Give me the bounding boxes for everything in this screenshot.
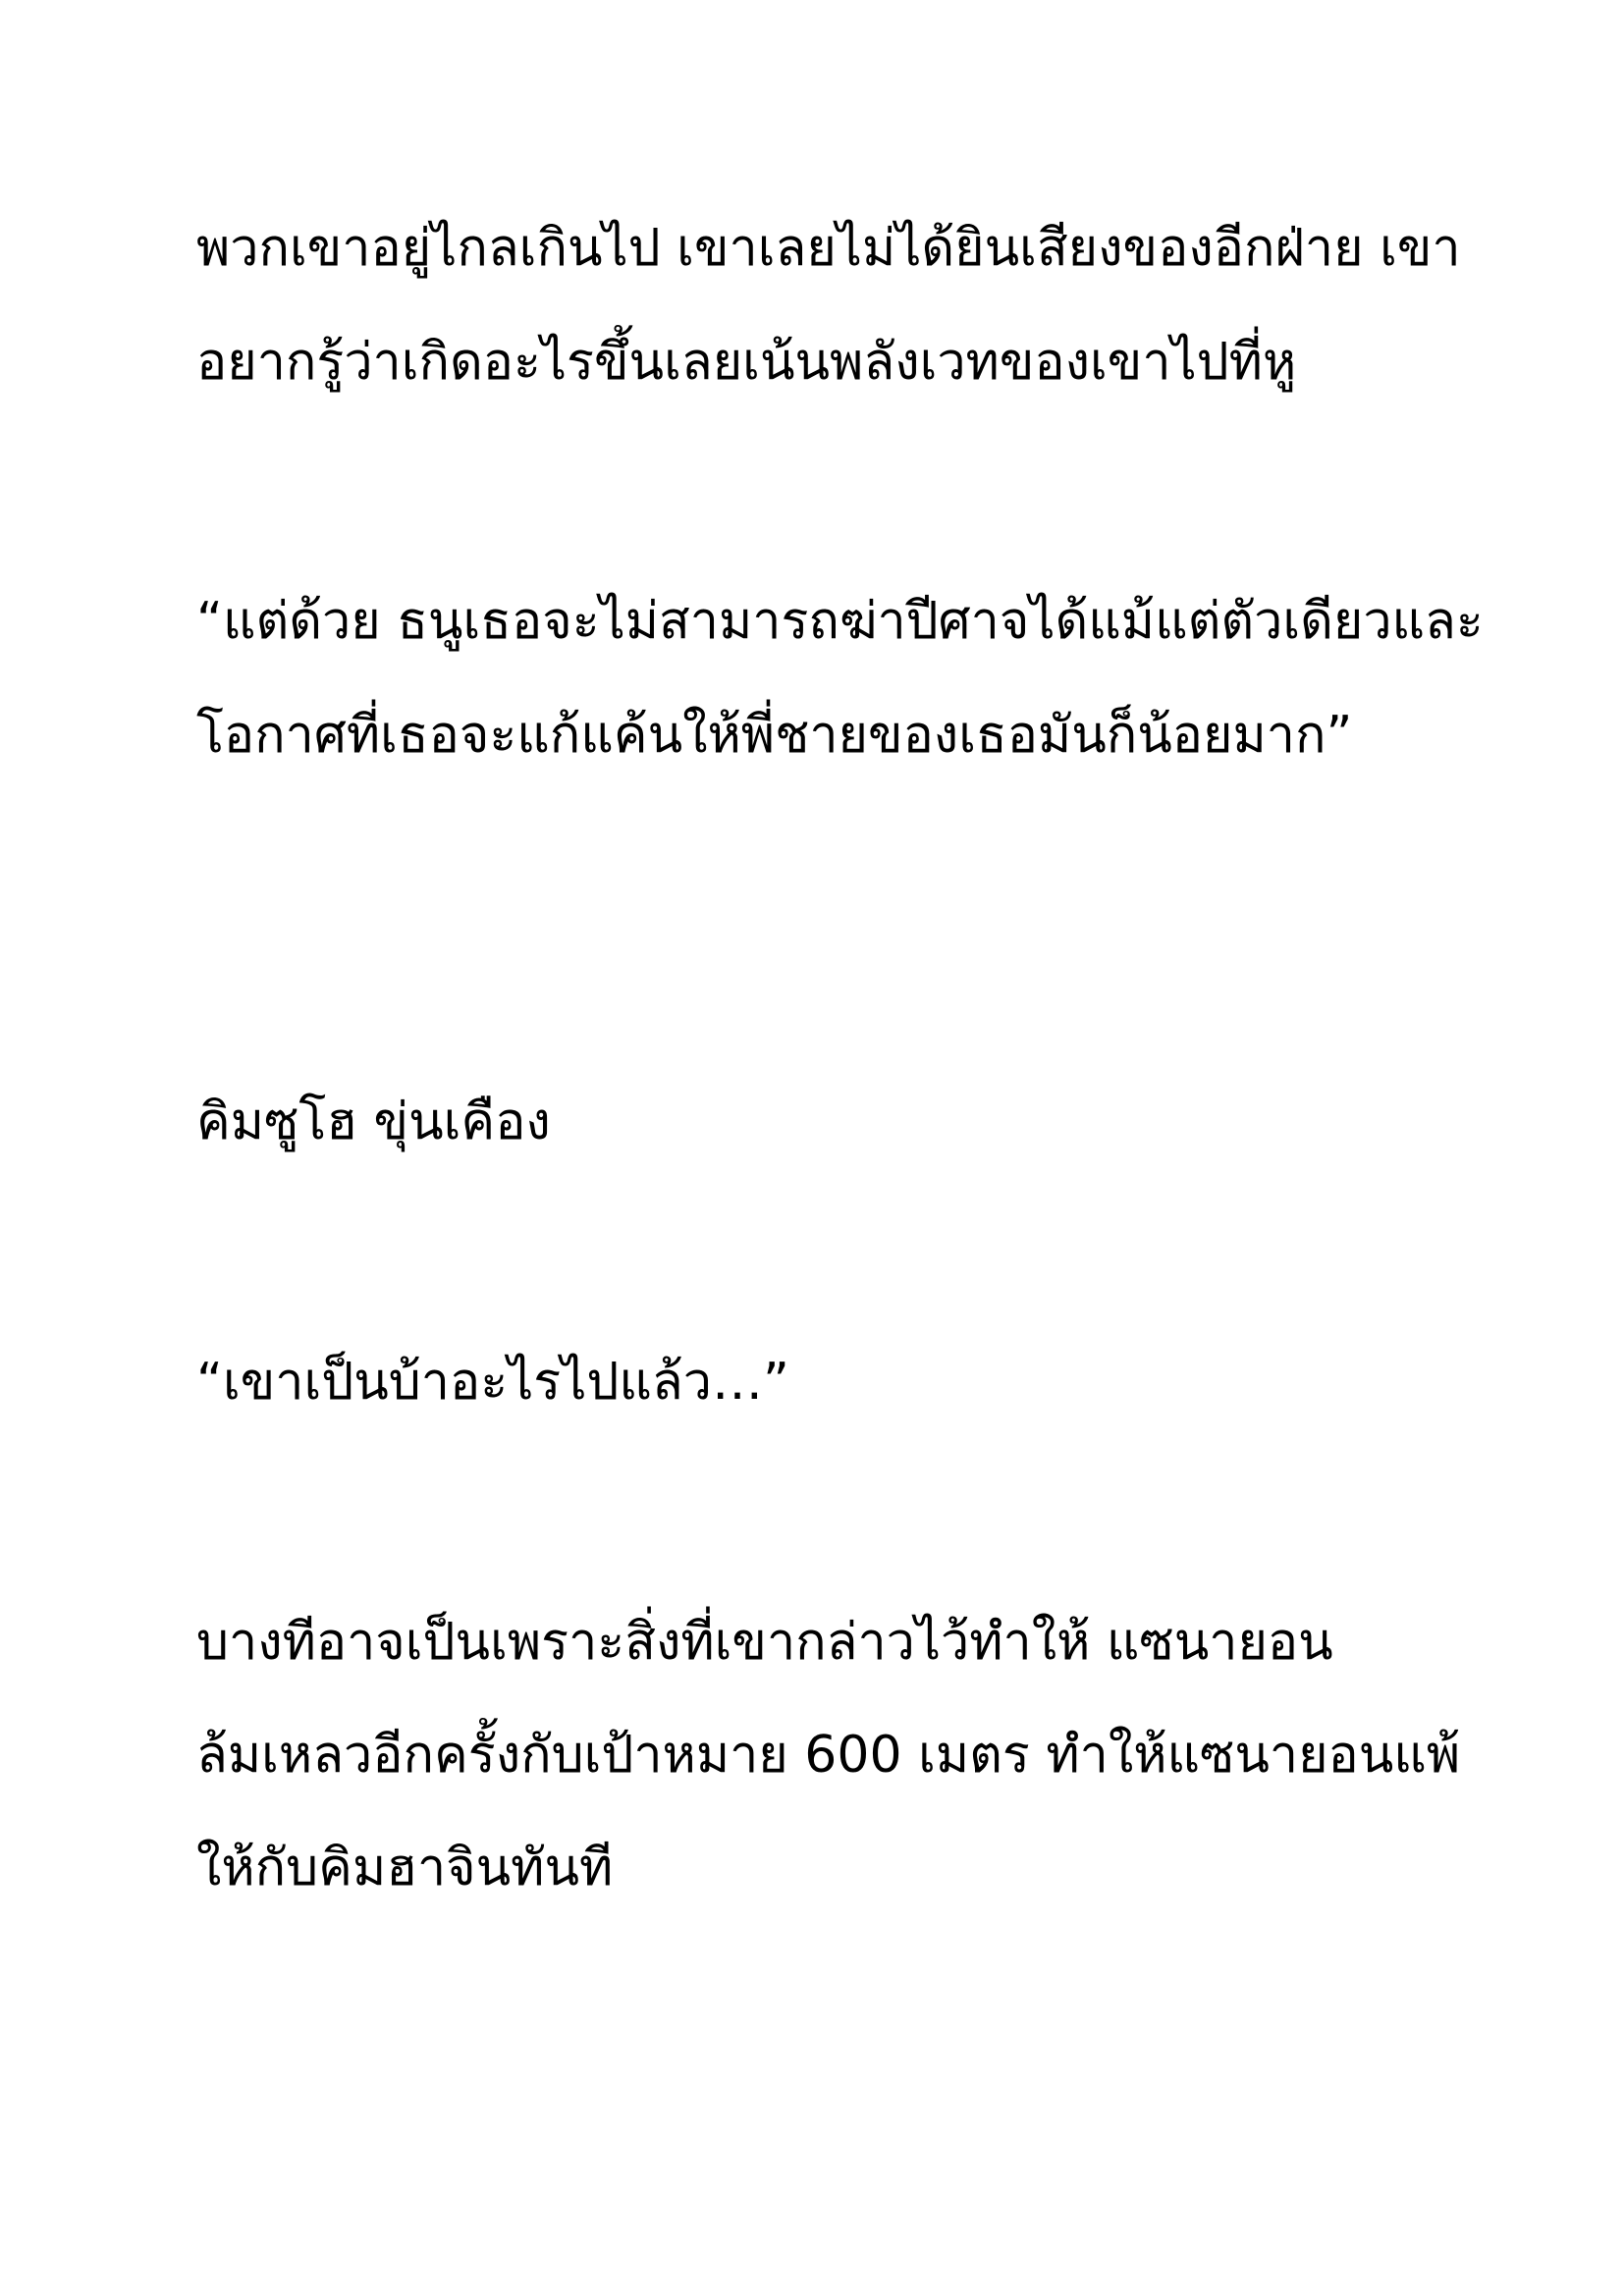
paragraph-2-line-1: “แต่ด้วย ธนูเธอจะไม่สามารถฆ่าปีศาจได้แม้แต่ตัวเดียวและ <box>196 592 1484 651</box>
paragraph-4-line-1: “เขาเป็นบ้าอะไรไปแล้ว…” <box>196 1353 789 1412</box>
paragraph-2-line-2: โอกาศที่เธอจะแก้แค้นให้พี่ชายของเธอมันก็น้อยมาก” <box>196 706 1353 765</box>
paragraph-1-line-1: พวกเขาอยู่ไกลเกินไป เขาเลยไม่ได้ยินเสียงของอีกฝ่าย เขา <box>196 219 1461 278</box>
paragraph-5-line-3: ให้กับคิมฮาจินทันที <box>196 1839 614 1897</box>
paragraph-5-line-1: บางทีอาจเป็นเพราะสิ่งที่เขากล่าวไว้ทำให้ แซนายอน <box>196 1613 1333 1672</box>
paragraph-5-line-2: ล้มเหลวอีกครั้งกับเป้าหมาย 600 เมตร ทำให้แซนายอนแพ้ <box>196 1726 1461 1785</box>
paragraph-3-line-1: คิมซูโฮ ขุ่นเคือง <box>196 1093 551 1151</box>
paragraph-1-line-2: อยากรู้ว่าเกิดอะไรขึ้นเลยเน้นพลังเวทของเขาไปที่หู <box>196 333 1297 392</box>
